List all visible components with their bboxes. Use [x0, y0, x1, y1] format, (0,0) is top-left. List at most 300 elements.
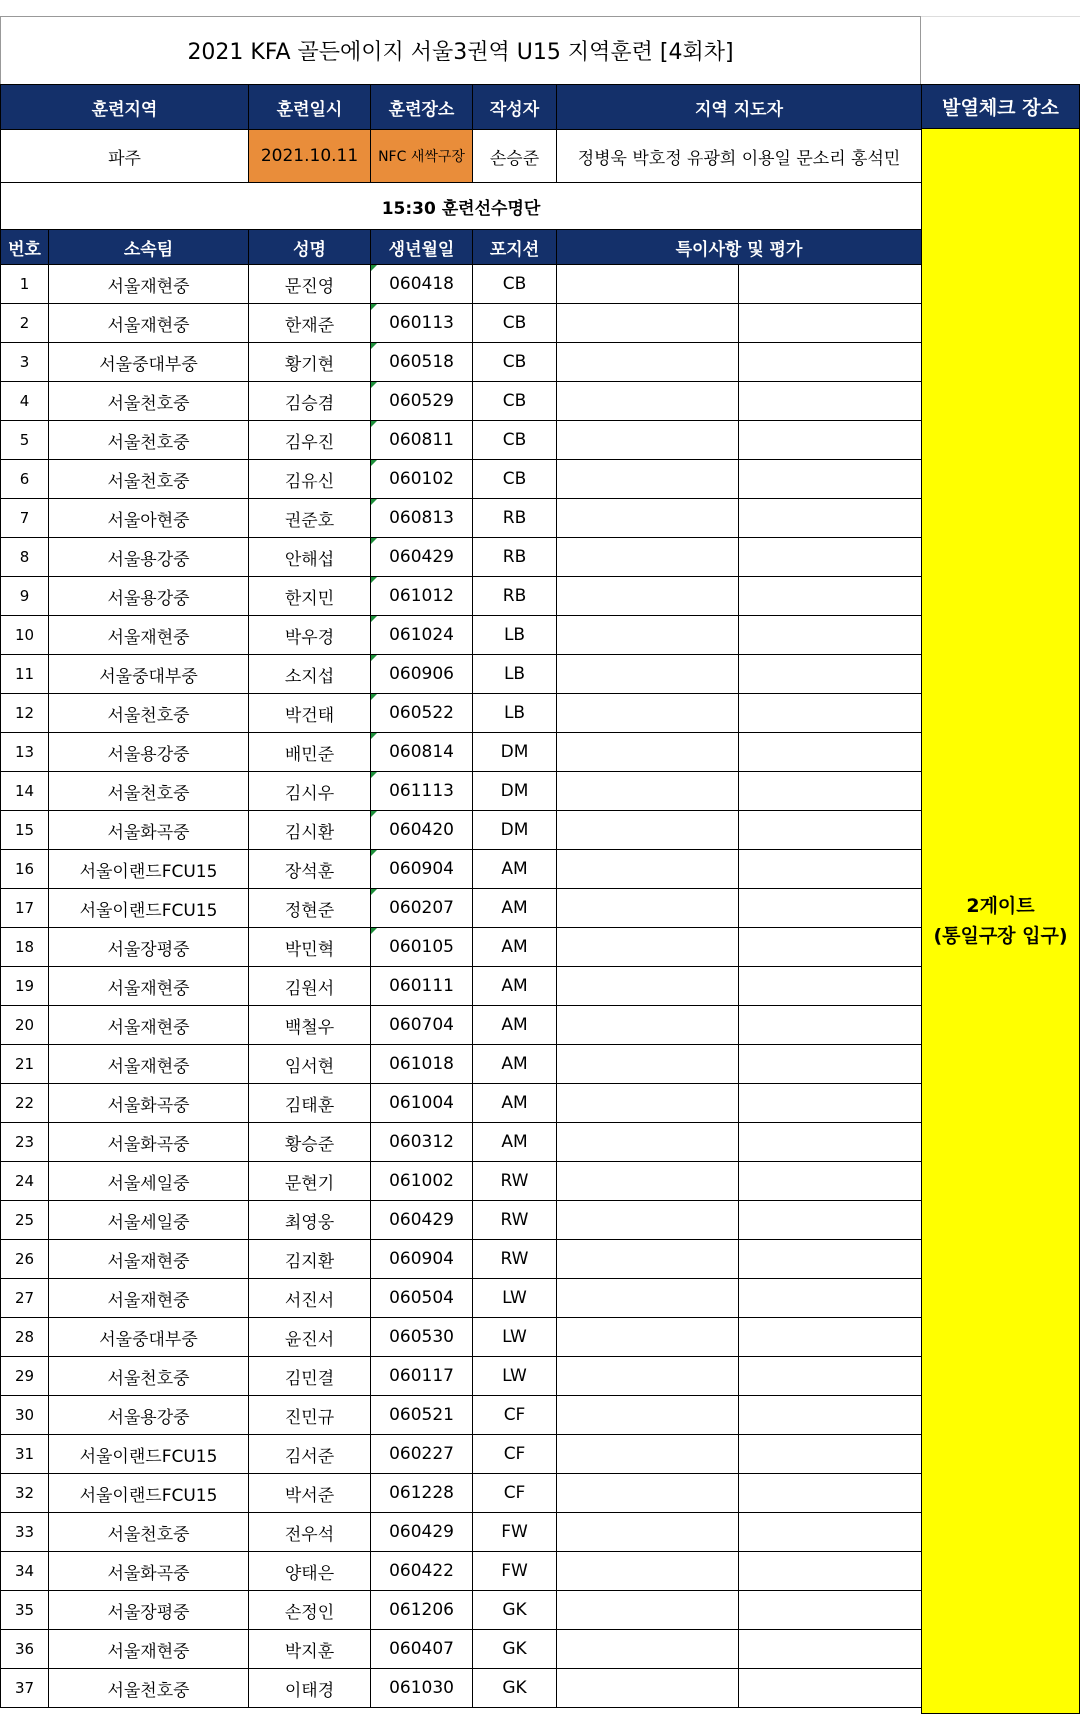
table-row	[1, 850, 922, 889]
num-column-header: 번호	[1, 230, 49, 265]
player-evaluation	[739, 655, 922, 694]
player-notes	[557, 1279, 739, 1318]
player-evaluation	[739, 1591, 922, 1630]
table-row	[1, 655, 922, 694]
table-row	[1, 343, 922, 382]
player-team: 서울천호중	[49, 772, 249, 811]
player-notes	[557, 265, 739, 304]
player-notes	[557, 304, 739, 343]
player-team: 서울이랜드FCU15	[49, 1435, 249, 1474]
player-notes	[557, 1123, 739, 1162]
player-name: 권준호	[249, 499, 371, 538]
player-number: 18	[1, 928, 49, 967]
player-number: 30	[1, 1396, 49, 1435]
player-evaluation	[739, 928, 922, 967]
player-number: 37	[1, 1669, 49, 1708]
player-position: AM	[473, 928, 557, 967]
session-row	[1, 183, 922, 230]
datetime-header: 훈련일시	[249, 85, 371, 130]
player-number: 4	[1, 382, 49, 421]
player-number: 32	[1, 1474, 49, 1513]
table-row	[1, 265, 922, 304]
fever-check-panel	[921, 129, 1080, 1714]
player-evaluation	[739, 1201, 922, 1240]
player-position: AM	[473, 967, 557, 1006]
player-team: 서울재현중	[49, 304, 249, 343]
player-birthdate: 060111	[371, 967, 473, 1006]
region-value: 파주	[1, 130, 249, 183]
author-header: 작성자	[473, 85, 557, 130]
player-team: 서울화곡중	[49, 1123, 249, 1162]
table-row	[1, 1474, 922, 1513]
player-notes	[557, 382, 739, 421]
player-notes	[557, 1669, 739, 1708]
player-number: 3	[1, 343, 49, 382]
player-evaluation	[739, 577, 922, 616]
player-evaluation	[739, 421, 922, 460]
player-position: LB	[473, 616, 557, 655]
table-row	[1, 1591, 922, 1630]
player-position: DM	[473, 733, 557, 772]
player-team: 서울천호중	[49, 421, 249, 460]
player-name: 김시환	[249, 811, 371, 850]
player-number: 11	[1, 655, 49, 694]
player-notes	[557, 850, 739, 889]
player-notes	[557, 1474, 739, 1513]
player-position: LW	[473, 1357, 557, 1396]
player-number: 33	[1, 1513, 49, 1552]
coaches-header: 지역 지도자	[557, 85, 922, 130]
player-number: 24	[1, 1162, 49, 1201]
table-row	[1, 811, 922, 850]
player-evaluation	[739, 1357, 922, 1396]
player-team: 서울이랜드FCU15	[49, 850, 249, 889]
player-team: 서울천호중	[49, 694, 249, 733]
player-name: 김태훈	[249, 1084, 371, 1123]
player-number: 6	[1, 460, 49, 499]
player-name: 소지섭	[249, 655, 371, 694]
player-number: 10	[1, 616, 49, 655]
player-notes	[557, 460, 739, 499]
player-evaluation	[739, 967, 922, 1006]
player-birthdate: 060102	[371, 460, 473, 499]
player-evaluation	[739, 499, 922, 538]
player-notes	[557, 967, 739, 1006]
player-team: 서울화곡중	[49, 1552, 249, 1591]
player-position: AM	[473, 1006, 557, 1045]
player-number: 27	[1, 1279, 49, 1318]
table-row	[1, 1045, 922, 1084]
player-number: 8	[1, 538, 49, 577]
player-name: 임서현	[249, 1045, 371, 1084]
table-row	[1, 499, 922, 538]
player-team: 서울재현중	[49, 265, 249, 304]
player-number: 19	[1, 967, 49, 1006]
player-team: 서울재현중	[49, 967, 249, 1006]
player-notes	[557, 1630, 739, 1669]
player-name: 장석훈	[249, 850, 371, 889]
player-birthdate: 061018	[371, 1045, 473, 1084]
player-team: 서울중대부중	[49, 655, 249, 694]
table-row	[1, 928, 922, 967]
player-position: AM	[473, 1045, 557, 1084]
player-evaluation	[739, 1318, 922, 1357]
player-evaluation	[739, 382, 922, 421]
player-evaluation	[739, 1006, 922, 1045]
player-number: 12	[1, 694, 49, 733]
player-notes	[557, 1552, 739, 1591]
player-birthdate: 060811	[371, 421, 473, 460]
player-number: 5	[1, 421, 49, 460]
table-row	[1, 733, 922, 772]
table-row	[1, 1279, 922, 1318]
player-evaluation	[739, 811, 922, 850]
table-row	[1, 772, 922, 811]
player-name: 문현기	[249, 1162, 371, 1201]
player-evaluation	[739, 616, 922, 655]
player-position: CB	[473, 460, 557, 499]
player-team: 서울용강중	[49, 538, 249, 577]
player-team: 서울아현중	[49, 499, 249, 538]
table-row	[1, 1006, 922, 1045]
player-name: 한지민	[249, 577, 371, 616]
player-team: 서울천호중	[49, 460, 249, 499]
player-notes	[557, 811, 739, 850]
player-number: 26	[1, 1240, 49, 1279]
player-number: 36	[1, 1630, 49, 1669]
player-notes	[557, 1513, 739, 1552]
player-number: 7	[1, 499, 49, 538]
player-position: CB	[473, 421, 557, 460]
player-team: 서울천호중	[49, 1357, 249, 1396]
player-position: CB	[473, 382, 557, 421]
player-evaluation	[739, 1240, 922, 1279]
player-notes	[557, 1045, 739, 1084]
player-team: 서울재현중	[49, 1006, 249, 1045]
player-number: 34	[1, 1552, 49, 1591]
player-notes	[557, 1396, 739, 1435]
player-number: 1	[1, 265, 49, 304]
player-birthdate: 060227	[371, 1435, 473, 1474]
player-notes	[557, 499, 739, 538]
player-birthdate: 060529	[371, 382, 473, 421]
player-evaluation	[739, 1669, 922, 1708]
player-evaluation	[739, 1084, 922, 1123]
player-birthdate: 060704	[371, 1006, 473, 1045]
player-team: 서울중대부중	[49, 1318, 249, 1357]
player-name: 박건태	[249, 694, 371, 733]
player-number: 29	[1, 1357, 49, 1396]
table-row	[1, 1162, 922, 1201]
player-position: RW	[473, 1162, 557, 1201]
player-birthdate: 060530	[371, 1318, 473, 1357]
player-position: CF	[473, 1435, 557, 1474]
player-evaluation	[739, 889, 922, 928]
player-team: 서울재현중	[49, 1630, 249, 1669]
player-notes	[557, 1357, 739, 1396]
player-name: 박우경	[249, 616, 371, 655]
player-name: 김지환	[249, 1240, 371, 1279]
player-notes	[557, 772, 739, 811]
player-evaluation	[739, 538, 922, 577]
player-name: 황승준	[249, 1123, 371, 1162]
table-row	[1, 1201, 922, 1240]
player-birthdate: 060814	[371, 733, 473, 772]
player-evaluation	[739, 694, 922, 733]
player-name: 서진서	[249, 1279, 371, 1318]
player-name: 이태경	[249, 1669, 371, 1708]
player-birthdate: 060418	[371, 265, 473, 304]
roster-table	[0, 84, 922, 1708]
player-name: 윤진서	[249, 1318, 371, 1357]
player-team: 서울천호중	[49, 382, 249, 421]
player-team: 서울재현중	[49, 1045, 249, 1084]
player-birthdate: 060429	[371, 1201, 473, 1240]
player-notes	[557, 733, 739, 772]
player-birthdate: 060420	[371, 811, 473, 850]
player-birthdate: 060422	[371, 1552, 473, 1591]
table-row	[1, 1669, 922, 1708]
player-position: FW	[473, 1552, 557, 1591]
player-name: 박민혁	[249, 928, 371, 967]
player-number: 9	[1, 577, 49, 616]
player-birthdate: 061004	[371, 1084, 473, 1123]
table-row	[1, 382, 922, 421]
player-position: CB	[473, 343, 557, 382]
session-title: 15:30 훈련선수명단	[1, 183, 922, 230]
player-team: 서울중대부중	[49, 343, 249, 382]
player-position: RB	[473, 538, 557, 577]
player-birthdate: 060906	[371, 655, 473, 694]
player-position: RB	[473, 499, 557, 538]
player-position: DM	[473, 772, 557, 811]
player-birthdate: 061206	[371, 1591, 473, 1630]
table-row	[1, 1357, 922, 1396]
player-notes	[557, 1591, 739, 1630]
column-header-row	[1, 230, 922, 265]
player-notes	[557, 1084, 739, 1123]
table-row	[1, 1318, 922, 1357]
player-number: 22	[1, 1084, 49, 1123]
player-evaluation	[739, 343, 922, 382]
player-position: RW	[473, 1201, 557, 1240]
player-position: LB	[473, 655, 557, 694]
player-position: RB	[473, 577, 557, 616]
player-birthdate: 060518	[371, 343, 473, 382]
table-row	[1, 1123, 922, 1162]
player-notes	[557, 655, 739, 694]
player-position: GK	[473, 1630, 557, 1669]
player-evaluation	[739, 1123, 922, 1162]
player-name: 김서준	[249, 1435, 371, 1474]
player-position: GK	[473, 1591, 557, 1630]
info-row	[1, 130, 922, 183]
player-name: 김민결	[249, 1357, 371, 1396]
table-row	[1, 1552, 922, 1591]
player-notes	[557, 577, 739, 616]
player-evaluation	[739, 733, 922, 772]
player-name: 안해섭	[249, 538, 371, 577]
player-birthdate: 061113	[371, 772, 473, 811]
player-team: 서울용강중	[49, 577, 249, 616]
place-header: 훈련장소	[371, 85, 473, 130]
player-team: 서울세일중	[49, 1201, 249, 1240]
player-birthdate: 060904	[371, 1240, 473, 1279]
player-notes	[557, 1318, 739, 1357]
player-birthdate: 060904	[371, 850, 473, 889]
coaches-value: 정병욱 박호정 유광희 이용일 문소리 홍석민	[557, 130, 922, 183]
player-position: LB	[473, 694, 557, 733]
player-team: 서울용강중	[49, 733, 249, 772]
table-row	[1, 967, 922, 1006]
player-notes	[557, 343, 739, 382]
player-team: 서울화곡중	[49, 1084, 249, 1123]
player-birthdate: 060105	[371, 928, 473, 967]
table-row	[1, 304, 922, 343]
table-row	[1, 421, 922, 460]
player-notes	[557, 1201, 739, 1240]
table-row	[1, 538, 922, 577]
team-column-header: 소속팀	[49, 230, 249, 265]
player-team: 서울이랜드FCU15	[49, 1474, 249, 1513]
player-notes	[557, 694, 739, 733]
player-birthdate: 060522	[371, 694, 473, 733]
player-team: 서울세일중	[49, 1162, 249, 1201]
player-name: 최영웅	[249, 1201, 371, 1240]
player-number: 28	[1, 1318, 49, 1357]
name-column-header: 성명	[249, 230, 371, 265]
player-number: 20	[1, 1006, 49, 1045]
player-number: 14	[1, 772, 49, 811]
player-evaluation	[739, 772, 922, 811]
player-evaluation	[739, 1162, 922, 1201]
notes-column-header: 특이사항 및 평가	[557, 230, 922, 265]
player-position: LW	[473, 1279, 557, 1318]
player-name: 김우진	[249, 421, 371, 460]
player-evaluation	[739, 1279, 922, 1318]
player-notes	[557, 1240, 739, 1279]
player-birthdate: 061002	[371, 1162, 473, 1201]
player-name: 황기현	[249, 343, 371, 382]
table-row	[1, 1513, 922, 1552]
player-evaluation	[739, 1435, 922, 1474]
fever-check-header: 발열체크 장소	[921, 84, 1080, 129]
player-evaluation	[739, 1045, 922, 1084]
player-birthdate: 060113	[371, 304, 473, 343]
date-value: 2021.10.11	[249, 130, 371, 183]
birth-column-header: 생년월일	[371, 230, 473, 265]
player-name: 진민규	[249, 1396, 371, 1435]
place-value: NFC 새싹구장	[371, 130, 473, 183]
player-evaluation	[739, 1552, 922, 1591]
player-name: 한재준	[249, 304, 371, 343]
player-birthdate: 061012	[371, 577, 473, 616]
player-name: 배민준	[249, 733, 371, 772]
player-birthdate: 060207	[371, 889, 473, 928]
player-name: 김승겸	[249, 382, 371, 421]
player-notes	[557, 889, 739, 928]
player-number: 17	[1, 889, 49, 928]
player-number: 2	[1, 304, 49, 343]
player-notes	[557, 1435, 739, 1474]
player-name: 손정인	[249, 1591, 371, 1630]
player-team: 서울천호중	[49, 1513, 249, 1552]
player-birthdate: 060429	[371, 1513, 473, 1552]
player-evaluation	[739, 265, 922, 304]
table-row	[1, 1630, 922, 1669]
region-header: 훈련지역	[1, 85, 249, 130]
player-number: 25	[1, 1201, 49, 1240]
player-position: LW	[473, 1318, 557, 1357]
player-birthdate: 061030	[371, 1669, 473, 1708]
player-number: 15	[1, 811, 49, 850]
player-evaluation	[739, 1396, 922, 1435]
player-name: 김시우	[249, 772, 371, 811]
player-notes	[557, 928, 739, 967]
table-row	[1, 694, 922, 733]
player-name: 양태은	[249, 1552, 371, 1591]
player-position: CF	[473, 1474, 557, 1513]
player-team: 서울용강중	[49, 1396, 249, 1435]
player-name: 문진영	[249, 265, 371, 304]
table-row	[1, 1396, 922, 1435]
player-birthdate: 060407	[371, 1630, 473, 1669]
table-row	[1, 616, 922, 655]
table-row	[1, 577, 922, 616]
player-name: 박지훈	[249, 1630, 371, 1669]
player-number: 35	[1, 1591, 49, 1630]
player-notes	[557, 616, 739, 655]
title-side-blank	[921, 16, 1080, 84]
player-evaluation	[739, 1630, 922, 1669]
player-notes	[557, 538, 739, 577]
player-position: DM	[473, 811, 557, 850]
player-birthdate: 060521	[371, 1396, 473, 1435]
player-team: 서울장평중	[49, 1591, 249, 1630]
player-position: AM	[473, 850, 557, 889]
player-number: 16	[1, 850, 49, 889]
player-number: 13	[1, 733, 49, 772]
sheet-title: 2021 KFA 골든에이지 서울3권역 U15 지역훈련 [4회차]	[0, 16, 921, 84]
table-row	[1, 1084, 922, 1123]
player-team: 서울장평중	[49, 928, 249, 967]
player-birthdate: 060429	[371, 538, 473, 577]
player-position: FW	[473, 1513, 557, 1552]
table-row	[1, 460, 922, 499]
player-notes	[557, 1162, 739, 1201]
player-birthdate: 060117	[371, 1357, 473, 1396]
author-value: 손승준	[473, 130, 557, 183]
player-birthdate: 061228	[371, 1474, 473, 1513]
player-team: 서울이랜드FCU15	[49, 889, 249, 928]
player-birthdate: 060813	[371, 499, 473, 538]
player-number: 23	[1, 1123, 49, 1162]
table-row	[1, 889, 922, 928]
player-position: CF	[473, 1396, 557, 1435]
player-position: AM	[473, 889, 557, 928]
player-position: CB	[473, 304, 557, 343]
player-team: 서울재현중	[49, 1279, 249, 1318]
table-row	[1, 1240, 922, 1279]
player-name: 전우석	[249, 1513, 371, 1552]
player-team: 서울천호중	[49, 1669, 249, 1708]
position-column-header: 포지션	[473, 230, 557, 265]
player-name: 백철우	[249, 1006, 371, 1045]
player-position: AM	[473, 1123, 557, 1162]
player-position: CB	[473, 265, 557, 304]
player-notes	[557, 1006, 739, 1045]
player-position: AM	[473, 1084, 557, 1123]
